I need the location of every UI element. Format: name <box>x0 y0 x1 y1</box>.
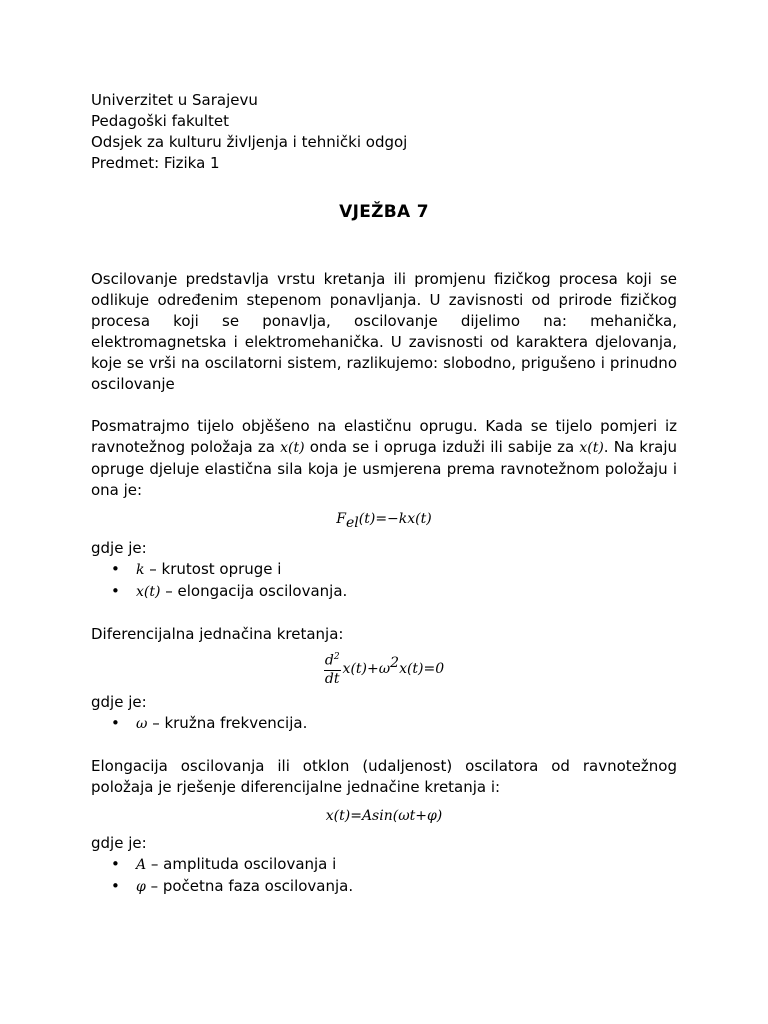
spring-definitions-list <box>91 559 677 603</box>
faculty-name: Pedagoški fakultet <box>91 112 229 130</box>
bullet-icon: • <box>111 713 120 732</box>
university-name: Univerzitet u Sarajevu <box>91 91 258 109</box>
diffeq-label: Diferencijalna jednačina kretanja: <box>91 625 344 643</box>
solution-paragraph: Elongacija oscilovanja ili otklon (udaljenost) oscilatora od ravnotežnog položaja je rješenje diferencijalne jednačine kretanja i: <box>91 756 677 796</box>
solution-equation: x(t)=Asin(ωt+φ) <box>325 807 443 824</box>
list-item: • φ – početna faza oscilovanja. <box>111 876 354 895</box>
where-label: gdje je: <box>91 539 147 557</box>
xt-symbol: x(t) <box>579 440 604 456</box>
list-item: • k – krutost opruge i <box>111 560 282 578</box>
document-page <box>91 90 677 898</box>
spring-text-b: onda se i opruga izduži ili sabije za <box>304 438 580 456</box>
subject-line: Predmet: Fizika 1 <box>91 154 220 172</box>
spring-text-c: . Na kraju opruge djeluje elastična sila koja je usmjerena prema ravnotežnom položaju i ona je: <box>91 438 677 499</box>
list-item: • A – amplituda oscilovanja i <box>111 854 337 873</box>
diffeq-definitions-list <box>91 713 677 735</box>
force-equation: $F_{el}(t)=-kx(t)$ <box>336 511 432 531</box>
differential-equation: $\frac{d^2}{dt}$ $x(t)+\omega^2x(t)=0$ <box>91 649 677 688</box>
solution-definitions-list <box>91 854 677 898</box>
where-label: gdje je: <box>91 833 147 852</box>
bullet-icon: • <box>111 582 120 600</box>
where-label: gdje je: <box>91 692 147 711</box>
spring-text-a: Posmatrajmo tijelo objěšeno na elastičnu oprugu. Kada se tijelo pomjeri iz ravnotežnog položaja za <box>91 417 677 456</box>
list-item: • x(t) – elongacija oscilovanja. <box>111 582 348 600</box>
exercise-title: VJEŽBA 7 <box>339 202 429 222</box>
list-item: • ω – kružna frekvencija. <box>111 713 308 732</box>
spring-paragraph <box>91 416 677 501</box>
bullet-icon: • <box>111 560 120 578</box>
derivative-fraction: $\frac{d^2}{dt}$ <box>324 649 341 688</box>
bullet-icon: • <box>111 876 120 895</box>
xt-symbol: x(t) <box>280 440 305 456</box>
department-name: Odsjek za kulturu življenja i tehnički odgoj <box>91 133 408 151</box>
bullet-icon: • <box>111 854 120 873</box>
intro-paragraph: Oscilovanje predstavlja vrstu kretanja ili promjenu fizičkog procesa koji se odlikuje određenim stepenom ponavljanja. U zavisnosti od prirode fizičkog procesa koji se ponavlja, oscilovanje dijelimo na: mehanička, elektromagnetska i elektromehanička. U zavisnosti od karaktera djelovanja, koje se vrši na oscilatorni sistem, razlikujemo: slobodno, prigušeno i prinudno oscilovanje <box>91 270 677 393</box>
